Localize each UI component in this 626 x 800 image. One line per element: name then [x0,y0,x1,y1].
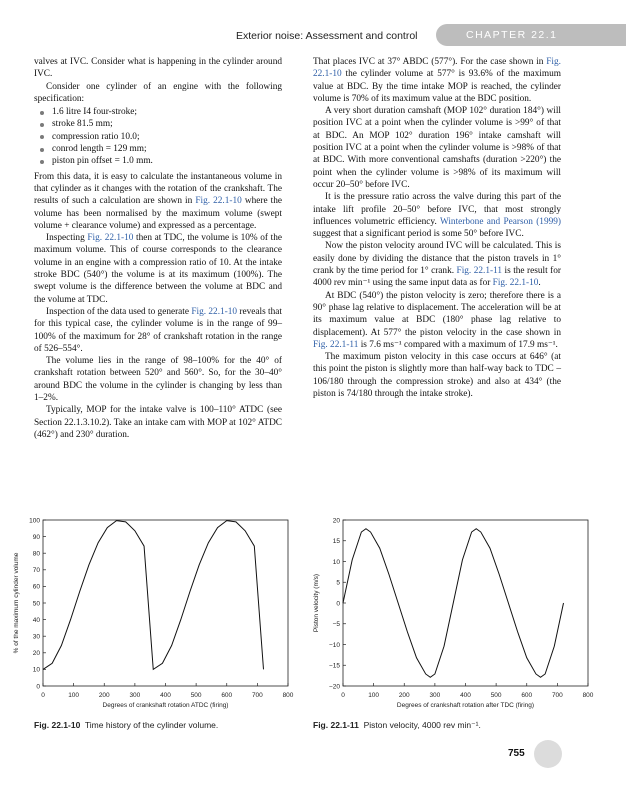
paragraph [313,56,561,105]
y-tick-label: −15 [328,662,340,670]
list-item: piston pin offset = 1.0 mm. [40,155,282,167]
paragraph: The maximum piston velocity in this case occurs at 646° (at this point the piston is slightly more than half-way back to TDC – 106/180 through the compression stroke) and also at 434° (the piston is 74/180 through the intake stroke). [313,352,561,400]
text-run: reveals that for this typical case, the cylinder volume is in the range of 99–100% of the maximum for 28° of crankshaft rotation in the range of 526–554°. [34,306,282,354]
figure-link[interactable]: Fig. 22.1-10 [313,57,561,80]
x-tick-label: 800 [582,692,594,699]
text-run: is the result for 4000 rev min⁻¹ using the same input data as for [313,266,561,289]
caption-text: Time history of the cylinder volume. [84,720,219,730]
right-text-column [313,56,561,400]
x-tick-label: 500 [490,692,502,699]
figure-link[interactable]: Fig. 22.1-10 [87,233,134,244]
list-item: 1.6 litre I4 four-stroke; [40,106,282,118]
engine-spec-list [34,106,282,167]
plot-frame [43,520,288,686]
x-tick-label: 300 [129,692,141,699]
x-axis-label: Degrees of crankshaft rotation ATDC (firing) [102,702,229,709]
plot-frame [343,520,588,686]
y-tick-label: −10 [328,641,340,649]
x-tick-label: 700 [251,692,263,699]
caption-text: Piston velocity, 4000 rev min⁻¹. [363,720,481,730]
volume-curve [43,521,264,670]
text-run: suggest that a significant period is some 50° before IVC. [313,229,524,240]
x-tick-label: 200 [98,692,110,699]
paragraph [34,171,282,232]
paragraph [313,240,561,289]
figure-link[interactable]: Fig. 22.1-11 [456,266,503,277]
x-tick-label: 400 [160,692,171,699]
y-tick-label: 10 [32,666,40,674]
paragraph: Typically, MOP for the intake valve is 100–110° ATDC (see Section 22.1.3.10.2). Take an intake cam with MOP at 102° ATDC (462°) and 230° duration. [34,405,282,440]
figure-caption-10 [34,720,218,730]
caption-label: Fig. 22.1-11 [313,720,359,730]
y-tick-label: 20 [32,650,40,658]
list-item: conrod length = 129 mm; [40,143,282,155]
x-tick-label: 300 [429,692,441,699]
y-tick-label: 60 [32,583,40,591]
x-tick-label: 600 [521,692,533,699]
piston-velocity-chart [310,512,600,717]
figure-link[interactable]: Fig. 22.1-10 [492,278,539,289]
left-text-column [34,56,282,441]
x-tick-label: 0 [341,692,345,699]
text-run: is 7.6 ms⁻¹ compared with a maximum of 17.9 ms⁻¹. [358,339,558,350]
page-number: 755 [508,748,525,759]
y-tick-label: 90 [32,533,40,541]
list-item: stroke 81.5 mm; [40,118,282,130]
paragraph: valves at IVC. Consider what is happening in the cylinder around IVC. [34,57,282,80]
x-axis-label: Degrees of crankshaft rotation after TDC (firing) [396,702,535,709]
text-run: From this data, it is easy to calculate the instantaneous volume in that cylinder as it changes with the rotation of the crankshaft. The results of such a calculation are shown in [34,171,282,207]
x-tick-label: 100 [368,692,380,699]
paragraph [34,232,282,306]
y-axis-label: Piston velocity (m/s) [313,573,320,633]
paragraph: The volume lies in the range of 98–100% for the 40° of crankshaft rotation between 520° and 560°. So, for the 30–40° around BDC the volume in the cylinder is changing by less than 1–2%. [34,356,282,404]
cylinder-volume-chart [10,512,300,717]
x-tick-label: 500 [190,692,202,699]
x-tick-label: 400 [460,692,471,699]
y-tick-label: 10 [332,558,340,566]
y-tick-label: 0 [36,683,40,691]
y-tick-label: −20 [328,683,340,691]
y-tick-label: 50 [32,600,40,608]
y-tick-label: 20 [332,517,340,525]
piston-velocity-svg [310,512,600,712]
paragraph [34,306,282,355]
y-tick-label: 15 [332,538,340,546]
x-tick-label: 200 [398,692,410,699]
caption-label: Fig. 22.1-10 [34,720,81,730]
velocity-curve [343,529,564,678]
y-tick-label: 100 [29,517,40,525]
text-run: then at TDC, the volume is 10% of the maximum volume. This of course corresponds to the clearance volume in an engine with a compression ratio of 10. At the intake stroke BDC (540°) the volume is at its maximum (100%). The swept volume is the difference between the volume at BDC and the volume at TDC. [34,233,282,305]
y-tick-label: 30 [32,633,40,641]
text-run: the cylinder volume at 577° is 93.6% of the maximum value at BDC. By the time intake MOP is reached, the cylinder volume is 70% of its maximum value at the BDC position. [313,69,561,104]
citation-link[interactable]: Winterbone and Pearson (1999) [439,216,561,227]
paragraph: Consider one cylinder of an engine with the following specification: [34,81,282,104]
page-number-badge [534,740,562,768]
x-tick-label: 600 [221,692,233,699]
text-run: It is the pressure ratio across the valve during this part of the intake lift profile 20–50° before IVC, that most strongly influences volumetric efficiency. [313,192,561,227]
text-run: Inspection of the data used to generate [46,306,192,317]
text-run: where the volume has been normalised by the maximum volume (swept volume + clearance volume) and expressed as a percentage. [34,196,282,231]
paragraph [313,191,561,240]
figure-link[interactable]: Fig. 22.1-11 [313,339,359,350]
text-run: At BDC (540°) the piston velocity is zero; therefore there is a 90° phase lag relative to displacement. The acceleration will be at its maximum value at BDC (180° phase lag relative to displacement). At 577° the piston velocity in the case shown in [313,290,561,338]
text-run: . [538,278,541,289]
text-run: Now the piston velocity around IVC will be calculated. This is easily done by dividing the distance that the piston travels in 1° crank by the time period for 1° crank. [313,241,561,277]
x-tick-label: 100 [68,692,80,699]
figure-link[interactable]: Fig. 22.1-10 [191,306,238,317]
text-run: Inspecting [46,233,88,244]
y-tick-label: −5 [332,621,340,629]
x-tick-label: 800 [282,692,294,699]
y-tick-label: 5 [336,579,340,587]
cylinder-volume-svg [10,512,300,712]
x-tick-label: 700 [551,692,563,699]
y-tick-label: 70 [32,567,40,575]
list-item: compression ratio 10.0; [40,131,282,143]
x-tick-label: 0 [41,692,45,699]
text-run: That places IVC at 37° ABDC (577°). For the case shown in [313,57,547,67]
chapter-label: CHAPTER 22.1 [466,29,558,41]
paragraph: A very short duration camshaft (MOP 102° duration 184°) will position IVC at a point when the cylinder volume is >99° of that at BDC. An MOP 102° duration 196° intake camshaft will position IVC at a point when the cylinder volume is >98% of that at BDC. With more conventional camshafts (duration >220°) the point when the cylinder volume is >98% of its maximum will occur 20–50° before IVC. [313,106,561,190]
figure-link[interactable]: Fig. 22.1-10 [195,196,242,207]
running-header: Exterior noise: Assessment and control [236,30,418,42]
y-tick-label: 80 [32,550,40,558]
y-axis-label: % of the maximum cylinder volume [13,552,20,654]
y-tick-label: 40 [32,616,40,624]
y-tick-label: 0 [336,600,340,608]
paragraph [313,290,561,351]
figure-caption-11 [313,720,481,731]
